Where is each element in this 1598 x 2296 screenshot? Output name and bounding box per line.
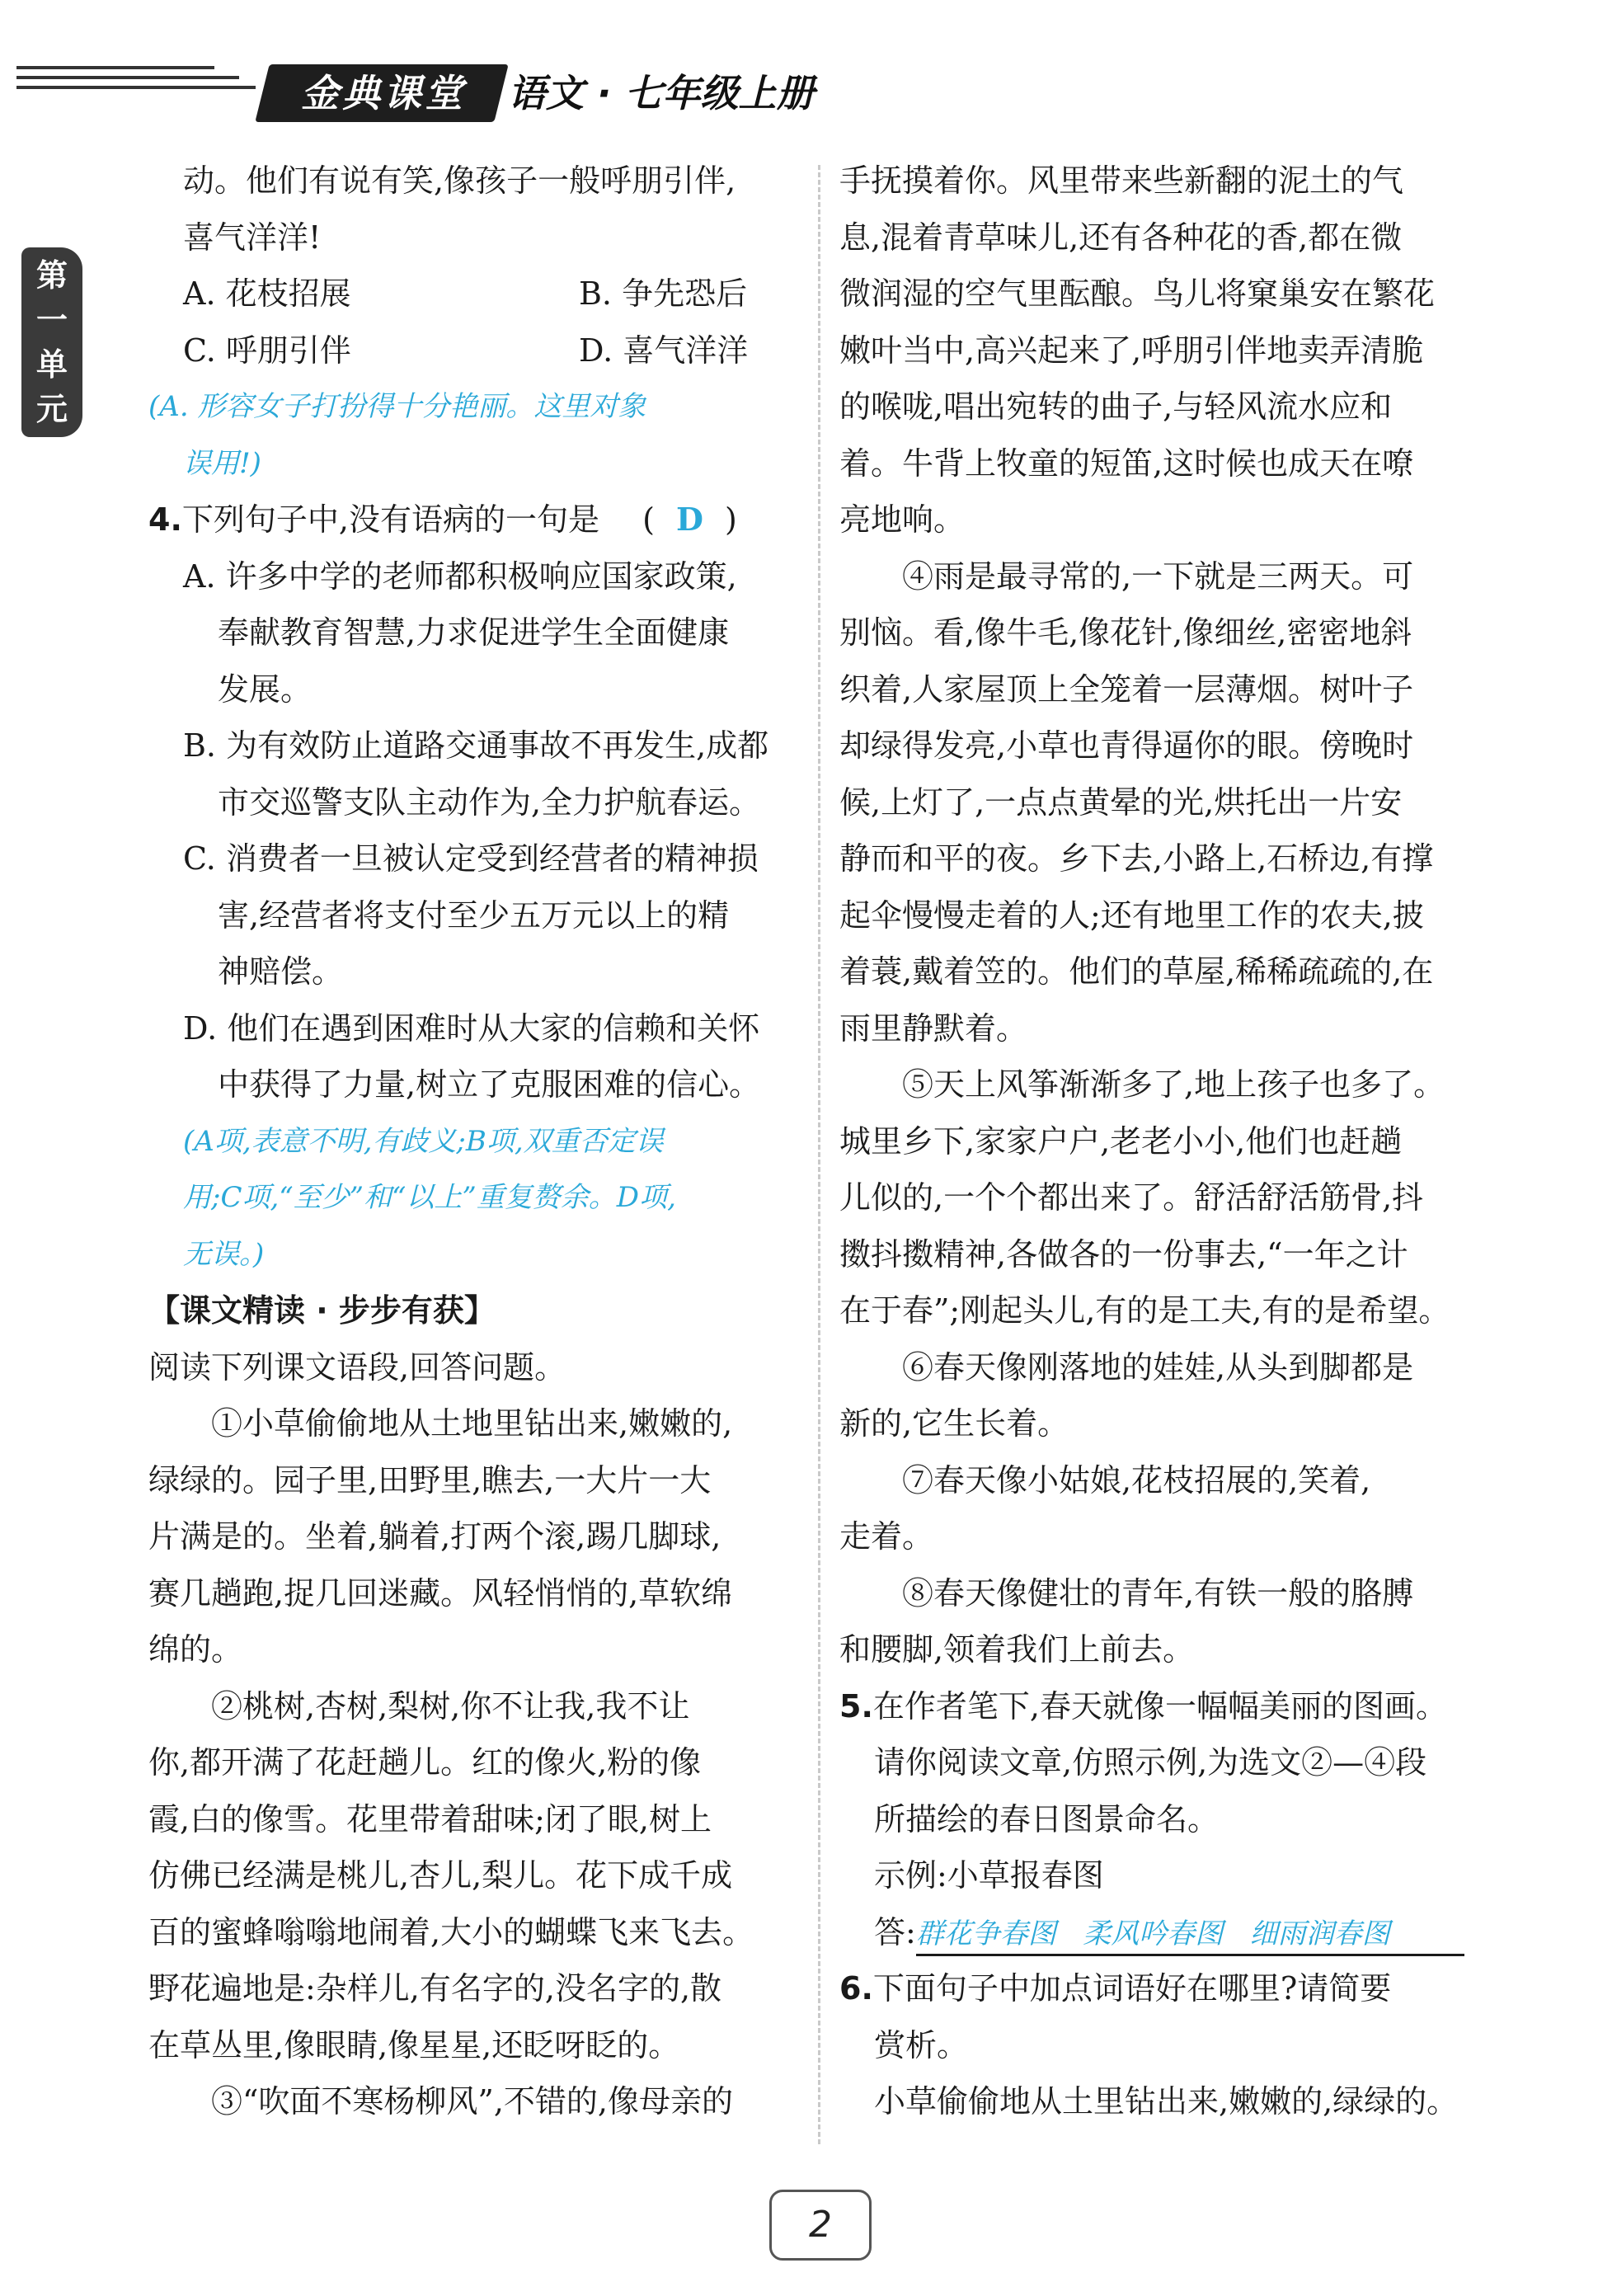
q4-option-b-line: B. 为有效防止道路交通事故不再发生,成都 <box>183 727 769 764</box>
q5-line: 请你阅读文章,仿照示例,为选文②—④段 <box>874 1744 1427 1781</box>
passage-line: ②桃树,杏树,梨树,你不让我,我不让 <box>211 1687 690 1724</box>
q4-explain-line: (A项,表意不明,有歧义;B项,双重否定误 <box>183 1124 664 1158</box>
passage-line: 绿绿的。园子里,田野里,瞧去,一大片一大 <box>148 1461 712 1499</box>
q4-bracket-open: ( <box>642 501 655 538</box>
passage-line: ⑧春天像健壮的青年,有铁一般的胳膊 <box>902 1574 1414 1611</box>
right-column <box>839 153 1483 2130</box>
column-divider <box>818 165 820 2144</box>
passage-line: 片满是的。坐着,躺着,打两个滚,踢几脚球, <box>148 1518 721 1555</box>
header-decor-lines <box>16 58 264 107</box>
q4-option-a-line: A. 许多中学的老师都积极响应国家政策, <box>183 558 737 595</box>
q5-line <box>839 1678 1483 1735</box>
q4-option-c-line: C. 消费者一旦被认定受到经营者的精神损 <box>183 840 759 877</box>
q4-option-c-line: 害,经营者将支付至少五万元以上的精 <box>218 896 730 934</box>
q4-option-b-line: 市交巡警支队主动作为,全力护航春运。 <box>218 783 761 821</box>
passage-line: 候,上灯了,一点点黄晕的光,烘托出一片安 <box>839 783 1403 821</box>
brand-name: 金典课堂 <box>301 71 466 115</box>
passage-line: 着蓑,戴着笠的。他们的草屋,稀稀疏疏的,在 <box>839 953 1434 990</box>
passage-line: 擞抖擞精神,各做各的一份事去,“一年之计 <box>839 1235 1408 1273</box>
passage-line: 百的蜜蜂嗡嗡地闹着,大小的蝴蝶飞来飞去。 <box>148 1913 754 1950</box>
passage-line: 的喉咙,唱出宛转的曲子,与轻风流水应和 <box>839 388 1393 425</box>
passage-line: 嫩叶当中,高兴起来了,呼朋引伴地卖弄清脆 <box>839 332 1424 369</box>
unit-tab-char: 一 <box>35 302 68 338</box>
q4-option-d-line: D. 他们在遇到困难时从大家的信赖和关怀 <box>183 1009 760 1047</box>
passage-line: 雨里静默着。 <box>839 1009 1028 1047</box>
q4-option-a-line: 奉献教育智慧,力求促进学生全面健康 <box>218 614 730 651</box>
q4-answer: D <box>676 501 703 538</box>
q4-explain-line: 用;C项,“至少”和“以上”重复赘余。D项, <box>183 1181 676 1214</box>
q4-number: 4. <box>148 501 182 538</box>
q3-answer-line: 误用!) <box>183 446 261 480</box>
passage-line: 织着,人家屋顶上全笼着一层薄烟。树叶子 <box>839 670 1414 708</box>
q5-number: 5. <box>839 1687 873 1724</box>
passage-line: 儿似的,一个个都出来了。舒活舒活筋骨,抖 <box>839 1179 1424 1216</box>
q6-line <box>839 1960 1483 2017</box>
passage-line: 野花遍地是:杂样儿,有名字的,没名字的,散 <box>148 1970 722 2007</box>
left-column <box>148 153 800 2130</box>
passage-line: 绵的。 <box>148 1631 243 1668</box>
q5-line: 所描绘的春日图景命名。 <box>874 1800 1220 1837</box>
passage-line: 在于春”;刚起头儿,有的是工夫,有的是希望。 <box>839 1292 1450 1329</box>
q3-option-d: D. 喜气洋洋 <box>579 332 749 369</box>
reading-instruction: 阅读下列课文语段,回答问题。 <box>148 1348 566 1386</box>
q5-answer-label: 答: <box>874 1913 916 1950</box>
q4-option-a-line: 发展。 <box>218 670 313 708</box>
passage-line: 别恼。看,像牛毛,像花针,像细丝,密密地斜 <box>839 614 1412 651</box>
passage-line: 微润湿的空气里酝酿。鸟儿将窠巢安在繁花 <box>839 275 1436 312</box>
q4-explain-line: 无误。) <box>183 1237 265 1271</box>
page-number: 2 <box>769 2190 872 2261</box>
q4-stem-text: 下列句子中,没有语病的一句是 <box>181 501 599 538</box>
passage-line: 霞,白的像雪。花里带着甜味;闭了眼,树上 <box>148 1800 712 1837</box>
page-header <box>0 0 1598 132</box>
passage-line: 城里乡下,家家户户,老老小小,他们也赶趟 <box>839 1122 1403 1160</box>
q5-text: 在作者笔下,春天就像一幅幅美丽的图画。 <box>872 1687 1447 1724</box>
q6-text: 下面句子中加点词语好在哪里?请简要 <box>872 1970 1392 2007</box>
q5-answer-text: 群花争春图 柔风吟春图 细雨润春图 <box>915 1917 1390 1950</box>
passage-line: 走着。 <box>839 1518 934 1555</box>
passage-line: ⑥春天像刚落地的娃娃,从头到脚都是 <box>902 1348 1414 1386</box>
passage-line: 着。牛背上牧童的短笛,这时候也成天在嘹 <box>839 445 1414 482</box>
q6-number: 6. <box>839 1970 873 2007</box>
passage-line: ④雨是最寻常的,一下就是三两天。可 <box>902 558 1414 595</box>
unit-side-tab <box>21 247 82 437</box>
q3-option-b: B. 争先恐后 <box>579 275 748 312</box>
passage-line: 和腰脚,领着我们上前去。 <box>839 1631 1195 1668</box>
unit-tab-char: 单 <box>35 346 68 383</box>
passage-line: 静而和平的夜。乡下去,小路上,石桥边,有撑 <box>839 840 1434 877</box>
q6-sentence: 小草偷偷地从土里钻出来,嫩嫩的,绿绿的。 <box>874 2083 1459 2120</box>
passage-line: 手抚摸着你。风里带来些新翻的泥土的气 <box>839 162 1404 199</box>
unit-tab-char: 第 <box>35 257 68 294</box>
passage-line: 你,都开满了花赶趟儿。红的像火,粉的像 <box>148 1744 702 1781</box>
section-heading: 【课文精读 · 步步有获】 <box>148 1292 496 1329</box>
passage-line: 新的,它生长着。 <box>839 1405 1069 1442</box>
q3-options-row <box>148 322 800 379</box>
q5-example: 示例:小草报春图 <box>874 1857 1104 1894</box>
q6-line: 赏析。 <box>874 2026 969 2063</box>
passage-line: ⑦春天像小姑娘,花枝招展的,笑着, <box>902 1461 1371 1499</box>
q3-answer-line: (A. 形容女子打扮得十分艳丽。这里对象 <box>148 390 646 423</box>
passage-line: 在草丛里,像眼睛,像星星,还眨呀眨的。 <box>148 2026 680 2063</box>
q5-answer-field <box>916 1904 1464 1956</box>
passage-line: ⑤天上风筝渐渐多了,地上孩子也多了。 <box>902 1066 1445 1103</box>
q5-answer-row <box>839 1904 1483 1961</box>
q4-stem <box>148 492 800 548</box>
unit-tab-char: 元 <box>35 391 68 427</box>
q4-option-c-line: 神赔偿。 <box>218 953 344 990</box>
passage-line: 起伞慢慢走着的人;还有地里工作的农夫,披 <box>839 896 1424 934</box>
passage-line: 仿佛已经满是桃儿,杏儿,梨儿。花下成千成 <box>148 1857 733 1894</box>
q3-option-a: A. 花枝招展 <box>183 275 351 312</box>
passage-line: 亮地响。 <box>839 501 966 538</box>
passage-line: 却绿得发亮,小草也青得逼你的眼。傍晚时 <box>839 727 1414 764</box>
passage-line: ③“吹面不寒杨柳风”,不错的,像母亲的 <box>211 2083 734 2120</box>
book-subject-title: 语文 · 七年级上册 <box>508 71 815 115</box>
passage-line: 息,混着青草味儿,还有各种花的香,都在微 <box>839 219 1403 256</box>
q3-text-line: 喜气洋洋! <box>183 219 322 256</box>
passage-line: 赛几趟跑,捉几回迷藏。风轻悄悄的,草软绵 <box>148 1574 733 1611</box>
q4-option-d-line: 中获得了力量,树立了克服困难的信心。 <box>218 1066 761 1103</box>
passage-line: ①小草偷偷地从土地里钻出来,嫩嫩的, <box>211 1405 733 1442</box>
q3-text-line: 动。他们有说有笑,像孩子一般呼朋引伴, <box>183 162 736 199</box>
q3-option-c: C. 呼朋引伴 <box>183 332 351 369</box>
q3-options-row <box>148 266 800 322</box>
q4-bracket-close: ) <box>725 501 737 538</box>
